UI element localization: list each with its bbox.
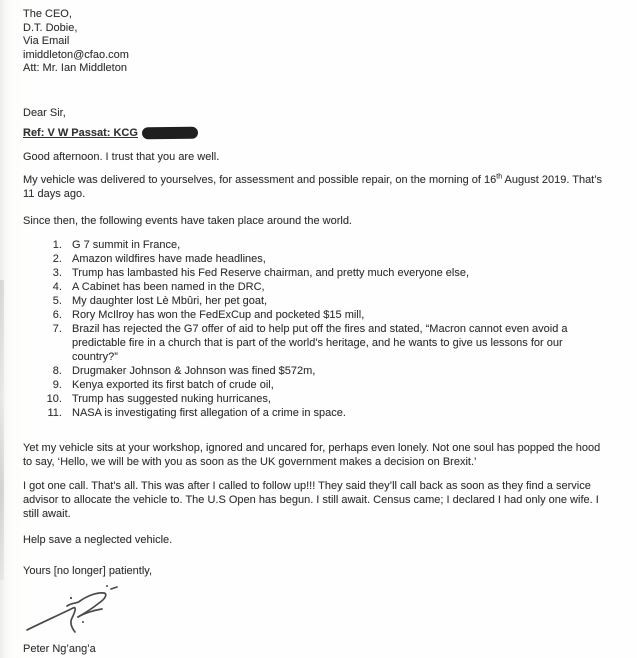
recipient-line: Via Email: [23, 35, 70, 47]
list-item: 7. Brazil has rejected the G7 offer of aid to help put off the fires and stated, “Macron cannot even avoid a predictable fire in a church that is part of the world's heritage, and he wants to give us lessons for our country?”: [65, 322, 611, 364]
world-events-list: [23, 238, 611, 420]
para-delivery-text: August 2019. That’s 11 days ago.: [23, 173, 602, 200]
para-events-intro: Since then, the following events have taken place around the world.: [23, 214, 352, 227]
list-item: 3. Trump has lambasted his Fed Reserve chairman, and pretty much everyone else,: [65, 266, 611, 280]
para-help: Help save a neglected vehicle.: [23, 533, 173, 546]
reference-label: Ref: V W Passat: KCG: [23, 126, 138, 139]
list-item: 4. A Cabinet has been named in the DRC,: [65, 280, 611, 294]
recipient-line: D.T. Dobie,: [23, 21, 78, 34]
list-item: 9. Kenya exported its first batch of crude oil,: [65, 378, 611, 392]
recipient-attention-line: Att: Mr. Ian Middleton: [23, 62, 127, 74]
ordinal-superscript: th: [496, 172, 503, 180]
redaction-bar: [142, 126, 198, 139]
list-item: 2. Amazon wildfires have made headlines,: [65, 252, 611, 266]
para-delivery-text: My vehicle was delivered to yourselves, for assessment and possible repair, on the morning of 16: [23, 173, 497, 186]
recipient-line: The CEO,: [23, 8, 72, 20]
closing-line: Yours [no longer] patiently,: [23, 564, 153, 577]
para-neglect: Yet my vehicle sits at your workshop, ignored and uncared for, perhaps even lonely. Not one soul has popped the hood to say, ‘Hello, we will be with you as soon as the UK government makes a decision on Brexit.’: [23, 441, 601, 468]
list-item: 8. Drugmaker Johnson & Johnson was fined $572m,: [65, 364, 611, 378]
reference-line: [23, 126, 611, 140]
recipient-block: [23, 8, 611, 76]
list-item: 6. Rory McIlroy has won the FedExCup and pocketed $15 mill,: [65, 308, 611, 322]
signature-scribble: [23, 584, 611, 640]
salutation: Dear Sir,: [23, 106, 66, 119]
para-follow-up: I got one call. That’s all. This was after I called to follow up!!! They said they’ll call back as soon as they find a service advisor to allocate the vehicle to. The U.S Open has begun. I still await. Census came; I declared I had only one wife. I still await.: [23, 479, 599, 520]
para-delivery: [23, 173, 611, 201]
list-item: 11. NASA is investigating first allegation of a crime in space.: [65, 406, 611, 420]
list-item: 10. Trump has suggested nuking hurricanes,: [65, 392, 611, 406]
greeting: Good afternoon. I trust that you are well.: [23, 150, 220, 163]
signer-name: Peter Ng’ang’a: [23, 642, 96, 655]
signature-ink-icon: [23, 584, 133, 640]
list-item: 5. My daughter lost Lè Mbûri, her pet goat,: [65, 294, 611, 308]
list-item: 1. G 7 summit in France,: [65, 238, 611, 252]
recipient-email: imiddleton@cfao.com: [23, 48, 129, 61]
